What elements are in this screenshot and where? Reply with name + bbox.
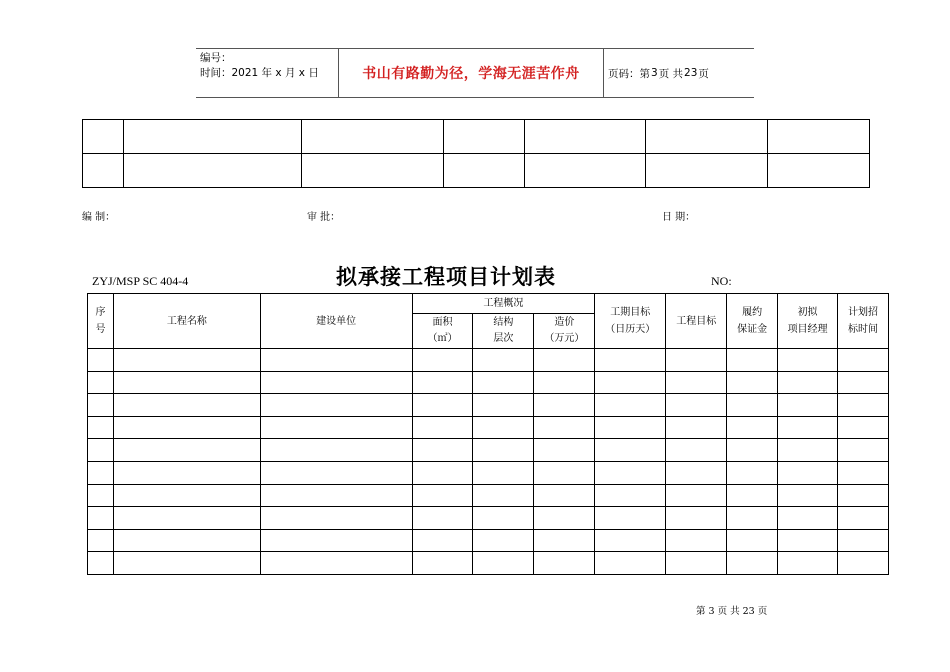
page-current: 3	[651, 67, 658, 79]
col-project-name: 工程名称	[113, 294, 260, 349]
header-meta	[200, 51, 319, 81]
col-seq: 序 号	[88, 294, 114, 349]
document-header	[196, 48, 754, 98]
motto: 书山有路勤为径，学海无涯苦作舟	[338, 49, 604, 97]
table-row	[88, 439, 889, 462]
col-project-goal: 工程目标	[666, 294, 727, 349]
form-no-label: NO:	[711, 274, 732, 288]
page-suffix: 页	[698, 67, 709, 80]
header-page-info	[608, 49, 710, 97]
form-code: ZYJ/MSP SC 404-4	[92, 274, 189, 288]
form-title: 拟承接工程项目计划表	[336, 265, 556, 289]
page-mid: 页 共	[658, 67, 684, 80]
table-row	[88, 529, 889, 552]
col-structure: 结构 层次	[473, 314, 534, 349]
table-row	[83, 120, 870, 154]
table-row	[88, 484, 889, 507]
col-performance-bond: 履约 保证金	[727, 294, 778, 349]
page-prefix: 页码：第	[608, 67, 650, 80]
col-schedule-target: 工期目标 （日历天）	[595, 294, 666, 349]
page-total: 23	[684, 67, 698, 79]
project-plan-table	[87, 293, 889, 575]
header-row-1	[88, 294, 889, 314]
previous-table-fragment	[82, 119, 870, 188]
compile-label: 编 制：	[82, 212, 116, 223]
col-construction-unit: 建设单位	[260, 294, 412, 349]
time-label: 时间：2021 年 x 月 x 日	[200, 67, 319, 79]
col-project-manager: 初拟 项目经理	[778, 294, 838, 349]
table-row	[83, 154, 870, 188]
col-cost: 造价 （万元）	[534, 314, 595, 349]
table-row	[88, 507, 889, 530]
table-row	[88, 416, 889, 439]
table-row	[88, 371, 889, 394]
date-label: 日 期：	[662, 212, 696, 223]
plan-table-body	[88, 349, 889, 575]
col-bid-time: 计划招 标时间	[838, 294, 889, 349]
table-row	[88, 349, 889, 372]
approve-label: 审 批：	[307, 212, 341, 223]
page-footer: 第 3 页 共 23 页	[696, 606, 768, 617]
table-row	[88, 552, 889, 575]
col-project-overview: 工程概况	[412, 294, 595, 314]
col-area: 面积 （㎡）	[412, 314, 473, 349]
table-row	[88, 394, 889, 417]
table-row	[88, 461, 889, 484]
number-label: 编号：	[200, 52, 232, 64]
